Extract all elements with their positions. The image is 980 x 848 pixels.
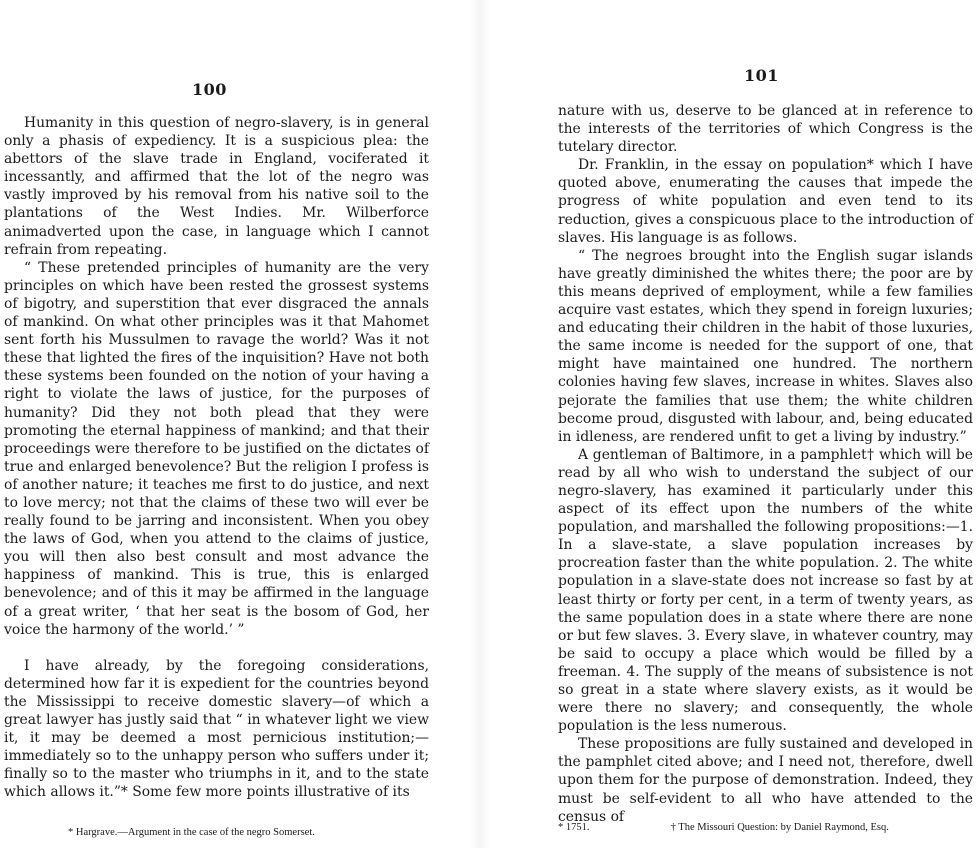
- right-footnote-1: * 1751.: [558, 822, 590, 833]
- page-number-right: 101: [744, 66, 779, 85]
- right-paragraph-3: “ The negroes brought into the English sugar islands have greatly diminished the whites there; the poor are by this means deprived of employment, while a few families acquire vast estates, which they spend in foreign luxuries; and educating their children in the habit of those luxuries, the same income is needed for the support of one, that might have maintained one hundred. The northern colonies having few slaves, increase in whites. Slaves also pejorate the families that use them; the white children become proud, disgusted with labour, and, being educated in idleness, are rendered unfit to get a living by industry.”: [558, 247, 973, 445]
- right-page: [490, 0, 980, 848]
- left-paragraph-2: “ These pretended principles of humanity are the very principles on which have been rested the grossest systems of bigotry, and superstition that ever disgraced the annals of mankind. On what other principles was it that Mahomet sent forth his Mussulmen to ravage the world? Was it not these that lighted the fires of the inquisition? Have not both these systems been founded on the notion of your having a right to violate the laws of justice, for the purposes of humanity? Did they not both plead that they were promoting the eternal happiness of mankind; and that their proceedings were therefore to be justified on the dictates of true and enlarged benevolence? But the religion I profess is of another nature; it teaches me first to do justice, and next to love mercy; not that the claims of these two will ever be really found to be jarring and inconsistent. When you obey the laws of God, when you attend to the claims of justice, you will then also best consult and most advance the happiness of mankind. This is true, this is enlarged benevolence; and of this it may be affirmed in the language of a great writer, ‘ that her seat is the bosom of God, her voice the harmony of the world.’ ”: [4, 259, 429, 638]
- right-page-body: [558, 102, 973, 826]
- right-paragraph-1: nature with us, deserve to be glanced at in reference to the interests of the territories of which Congress is the tutelary director.: [558, 103, 973, 156]
- left-page-body: [4, 114, 429, 801]
- left-paragraph-3: I have already, by the foregoing considerations, determined how far it is expedient for the countries beyond the Mississippi to receive domestic slavery—of which a great lawyer has justly said that “ in whatever light we view it, it may be deemed a most pernicious institution;—immediately so to the unhappy person who suffers under it; finally so to the master who triumphs in it, and to the state which allows it.”* Some few more points illustrative of its: [4, 657, 429, 801]
- left-paragraph-1: Humanity in this question of negro-slavery, is in general only a phasis of expediency. It is a suspicious plea: the abettors of the slave trade in England, vociferated it incessantly, and affirmed that the lot of the negro was vastly improved by his removal from his native soil to the plantations of the West Indies. Mr. Wilberforce animadverted upon the case, in language which I cannot refrain from repeating.: [4, 115, 429, 258]
- book-gutter: [470, 0, 490, 848]
- page-number-left: 100: [192, 80, 227, 99]
- left-page: [0, 0, 470, 848]
- left-footnote: * Hargrave.—Argument in the case of the negro Somerset.: [68, 827, 315, 838]
- right-paragraph-2: Dr. Franklin, in the essay on population* which I have quoted above, enumerating the causes that impede the progress of white population and even tend to its reduction, gives a conspicuous place to the introduction of slaves. His language is as follows.: [558, 157, 973, 246]
- right-footnotes: [558, 821, 973, 834]
- right-paragraph-5: These propositions are fully sustained and developed in the pamphlet cited above; and I need not, therefore, dwell upon them for the purpose of demonstration. Indeed, they must be self-evident to all who have attended to the census of: [558, 736, 973, 825]
- right-footnote-2: † The Missouri Question: by Daniel Raymond, Esq.: [670, 822, 889, 833]
- right-paragraph-4: A gentleman of Baltimore, in a pamphlet† which will be read by all who wish to understand the subject of our negro-slavery, has examined it particularly under this aspect of its effect upon the numbers of the white population, and marshalled the following propositions:—1. In a slave-state, a slave population increases by procreation faster than the white population. 2. The white population in a slave-state does not increase so fast by at least thirty or forty per cent, in a term of twenty years, as the same population does in a state where there are none or but few slaves. 3. Every slave, in whatever country, may be said to occupy a place which would be filled by a freeman. 4. The supply of the means of subsistence is not so great in a state where slavery exists, as it would be were there no slavery; and consequently, the whole population is the less numerous.: [558, 446, 973, 735]
